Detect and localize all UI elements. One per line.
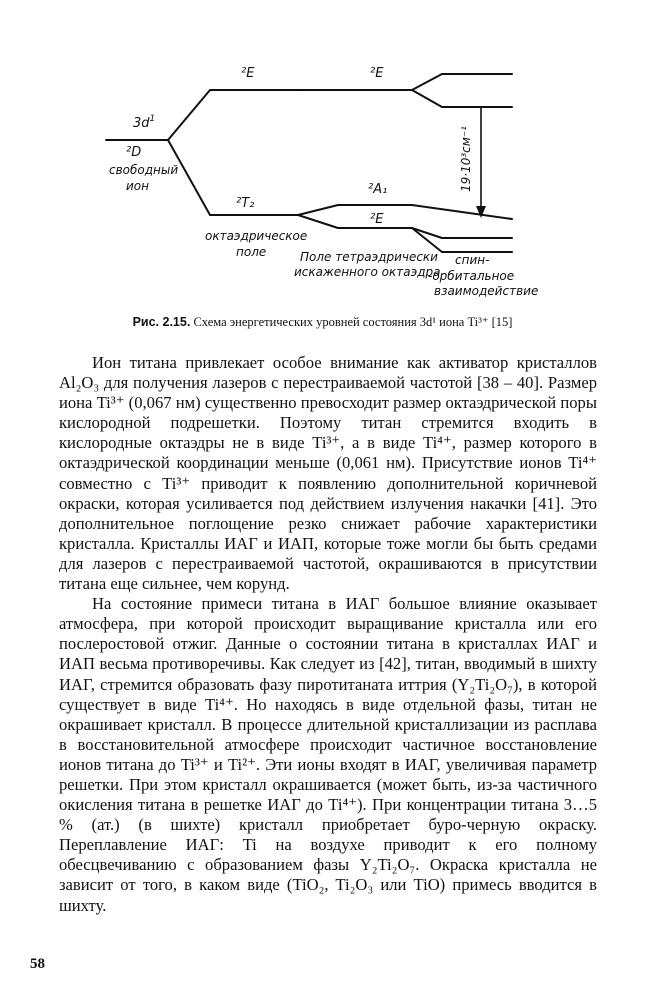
connector-lower-b <box>412 228 442 252</box>
label-free-ion-2: ион <box>126 179 149 193</box>
splitting-arrow-head <box>476 206 486 218</box>
label-tetra-2: искаженного октаэдра <box>294 265 441 279</box>
label-a1: ²A₁ <box>368 182 388 197</box>
page-number: 58 <box>30 956 45 972</box>
connector-t2-to-a1 <box>298 205 338 215</box>
label-e-upper-1: ²E <box>241 66 255 81</box>
label-t2: ²T₂ <box>236 196 255 211</box>
connector-to-t2 <box>168 140 210 215</box>
connector-upper-a <box>412 74 442 90</box>
figure-caption-text: Схема энергетических уровней состояния 3d¹ иона Ti³⁺ [15] <box>193 315 513 329</box>
body-text <box>59 353 597 916</box>
figure-caption-number: Рис. 2.15. <box>132 315 191 329</box>
paragraph-1: Ион титана привлекает особое внимание как активатор кристаллов Al₂O₃ для получения лазеров с перестраиваемой частотой [38 – 40]. Размер иона Ti³⁺ (0,067 нм) существенно превосходит размер октаэдрической поры кислородной подрешетки. Поэтому титан стремится входить в кислородные октаэдры не в виде Ti³⁺, а в виде Ti⁴⁺, размер которого в октаэдрической координации меньше (0,061 нм). Присутствие ионов Ti⁴⁺ совместно с Ti³⁺ приводит к появлению дополнительной коричневой окраски, которая усиливается под действием излучения накачки [41]. Это дополнительное поглощение резко снижает рабочие характеристики кристалла. Кристаллы ИАГ и ИАП, которые тоже могли бы быть средами для лазеров с перестраиваемой частотой, окрашиваются в присутствии титана еще сильнее, чем корунд. <box>59 353 597 594</box>
connector-upper-b <box>412 90 442 107</box>
label-free-term: ²D <box>126 145 142 160</box>
label-splitting: 19·10³см⁻¹ <box>459 126 473 192</box>
label-octa-1: октаэдрическое <box>205 229 308 243</box>
energy-level-diagram <box>0 0 645 305</box>
label-so-1: спин- <box>455 253 490 267</box>
connector-lower-a <box>412 228 442 238</box>
paragraph-2: На состояние примеси титана в ИАГ большое влияние оказывает атмосфера, при которой происходит выращивание кристалла или его послеростовой отжиг. Данные о состоянии титана в кристаллах ИАГ и ИАП весьма противоречивы. Как следует из [42], титан, вводимый в шихту ИАГ, стремится образовать фазу пиротитаната иттрия (Y₂Ti₂O₇), в которой существует в виде Ti⁴⁺. Но находясь в виде отдельной фазы, титан не окрашивает кристалл. В процессе длительной кристаллизации из расплава в восстановительной атмосфере происходит частичное восстановление ионов титана до Ti³⁺ и Ti²⁺. Эти ионы входят в ИАГ, увеличивая параметр решетки. При этом кристалл окрашивается (может быть, из-за частичного окисления титана в решетке ИАГ до Ti⁴⁺). При концентрации титана 3…5 % (ат.) (в шихте) кристалл приобретает буро-черную окраску. Переплавление ИАГ: Ti на воздухе приводит к его полному обесцвечиванию с образованием фазы Y₂Ti₂O₇. Окраска кристалла не зависит от того, в каком виде (TiO₂, Ti₂O₃ или TiO) примесь вводится в шихту. <box>59 594 597 915</box>
label-e-upper-2: ²E <box>370 66 384 81</box>
connector-to-e <box>168 90 210 140</box>
label-so-2: -орбитальное <box>428 269 515 283</box>
label-octa-2: поле <box>236 245 267 259</box>
label-free-ion-1: свободный <box>109 163 179 177</box>
figure-caption <box>0 314 645 330</box>
level-so-5 <box>412 205 512 219</box>
label-e-lower: ²E <box>370 212 384 227</box>
label-tetra-1: Поле тетраэдрически <box>300 250 438 264</box>
label-config: $3d^1$ <box>133 114 156 131</box>
connector-t2-to-e <box>298 215 338 228</box>
label-so-3: взаимодействие <box>434 284 539 298</box>
